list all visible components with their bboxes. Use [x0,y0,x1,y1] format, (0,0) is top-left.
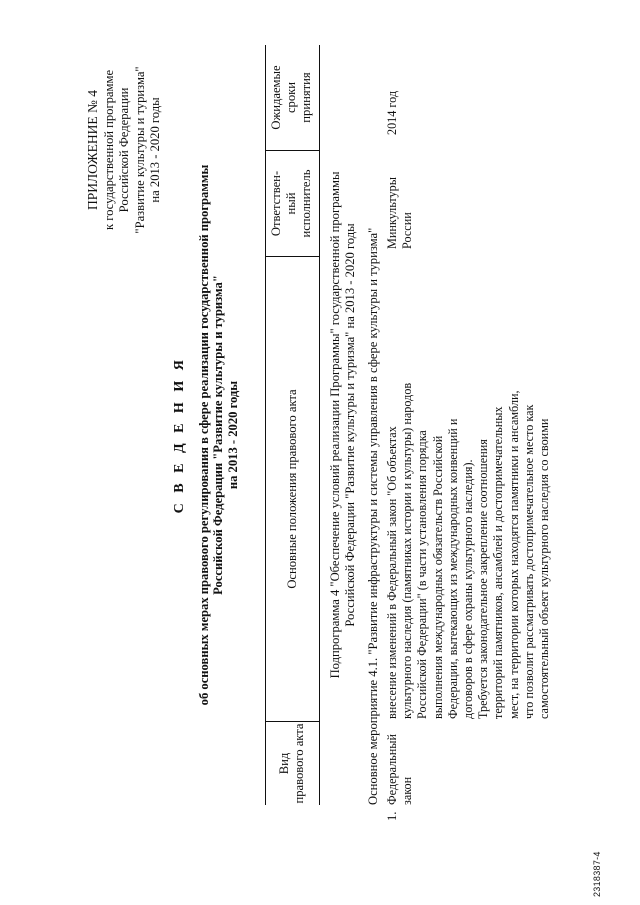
row-number: 1. [385,811,399,821]
table-header-bottom-border [319,45,320,805]
title-line: Российской Федерации "Развитие культуры и туризма" [211,275,226,595]
appendix-line: "Развитие культуры и туризма" [132,66,147,234]
header-text: Ожидаемые [269,65,283,130]
cell-line: России [400,212,415,249]
header-text: правового акта [292,723,306,804]
row-deadline: 2014 год [385,90,399,135]
row-provisions [385,259,552,719]
cell-line: культурного наследия (памятниках истории и культуры) народов [400,382,415,719]
cell-line: закон [400,776,415,805]
document-id: 2318387-4 [592,851,602,897]
cell-line: территорий памятников, ансамблей и достопримечательных [491,406,506,719]
header-text: исполнитель [299,169,313,238]
header-provisions [285,257,300,721]
cell-line: внесение изменений в Федеральный закон "Об объектах [385,426,399,719]
header-text: Ответствен- [269,170,283,237]
subprogram-heading [328,45,358,805]
subprogram-line: Российской Федерации "Развитие культуры и туризма" на 2013 - 2020 годы [343,223,357,627]
header-text: Вид [277,752,291,775]
title-heading: С В Е Д Е Н И Я [172,356,187,514]
cell-line: Российской Федерации" (в части установления порядка [415,430,430,719]
header-act-type [277,722,307,805]
cell-line: Требуется законодательное закрепление соотношения [476,439,491,719]
appendix-line: к государственной программе [101,69,116,231]
cell-line: самостоятельный объект культурного наследия со своими [537,418,552,719]
cell-line: что позволит рассматривать достопримечательное место как [521,404,536,719]
cell-line: договоров в сфере охраны культурного наследия). [461,459,476,719]
cell-line: мест, на территории которых находятся памятники и ансамбли, [506,390,521,719]
cell-line: Минкультуры [385,177,399,249]
main-event-heading: Основное мероприятие 4.1. "Развитие инфраструктуры и системы управления в сфере культуры и туризма" [366,227,380,805]
appendix-number: ПРИЛОЖЕНИЕ № 4 [85,89,100,211]
appendix-line: Российской Федерации [117,87,132,213]
header-text: ный [284,192,298,215]
table-top-border [265,45,266,805]
cell-line: выполнения международных обязательств Российской [430,435,445,719]
cell-line: Федерации, вытекающих из международных конвенций и [445,418,460,719]
header-deadline [269,45,314,150]
subprogram-line: Подпрограмма 4 "Обеспечение условий реализации Программы" государственной программы [328,171,342,679]
title-line: на 2013 - 2020 годы [225,380,240,490]
cell-line: Федеральный [385,734,399,805]
header-executor [269,151,314,256]
appendix-block [85,35,164,265]
header-text: принятия [299,72,313,123]
document-title [173,65,240,805]
appendix-line: на 2013 - 2020 годы [148,97,163,203]
row-act-type [385,723,415,805]
row-executor [385,153,415,249]
header-text: сроки [284,81,298,114]
header-text: Основные положения правового акта [285,389,299,589]
title-line: об основных мерах правового регулирования в сфере реализации государственной программы [196,164,211,706]
